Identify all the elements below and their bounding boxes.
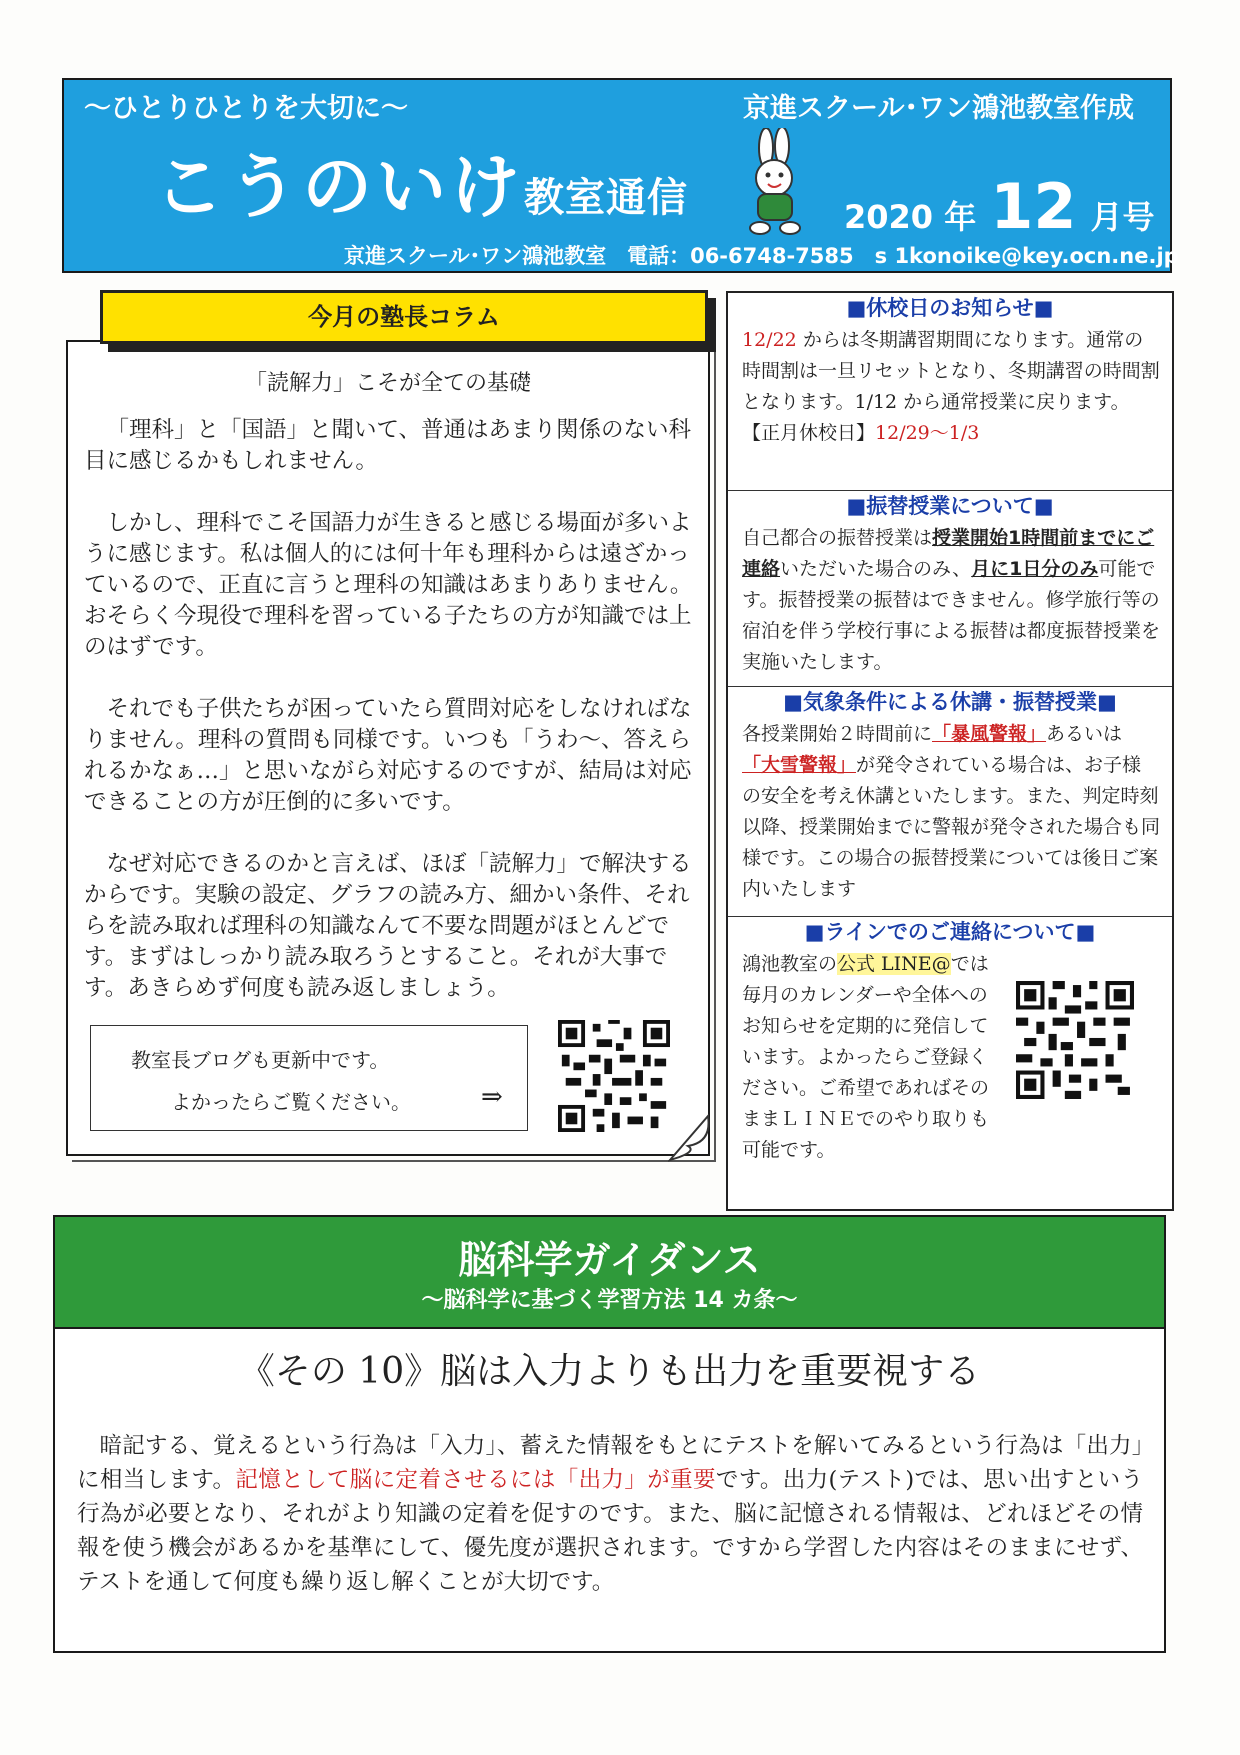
line-notice-body: 鴻池教室の公式 LINE@では毎月のカレンダーや全体へのお知らせを定期的に発信しています。よかったらご登録ください。ご希望であればそのままＬＩＮＥでのやり取りも可能です。 [742,953,990,1161]
weather-notice-title: ■気象条件による休講・振替授業■ [783,690,1117,714]
author-label: 京進スクール･ワン鴻池教室作成 [743,93,1134,124]
column-paragraph: しかし、理科でこそ国語力が生きると感じる場面が多いように感じます。私は個人的には何十年も理科からは遠ざかっているので、正直に言うと理科の知識はあまりありません。おそらく今現役で理科を習っている子たちの方が知識では上のはずです。 [84,510,693,660]
rabbit-mascot-icon [736,128,812,238]
holiday-date: 12/22 [742,329,797,351]
newsletter-header [62,78,1179,273]
holiday-notice [728,293,1172,491]
lesson-highlight: 記憶として脳に定着させるには「出力」が重要 [235,1467,716,1493]
title-main: こうのいけ [154,146,524,228]
title-sub: 教室通信 [524,175,688,221]
column-title: 今月の塾長コラム [100,290,708,344]
brain-guidance-body [53,1327,1166,1653]
weather-notice-body: 各授業開始２時間前に「暴風警報」あるいは「大雪警報」が発令されている場合は、お子様の安全を考え休講といたします。また、判定時刻以降、授業開始までに警報が発令された場合も同様です。この場合の振替授業については後日ご案内いたします [742,723,1161,900]
tagline: 〜ひとりひとりを大切に〜 [84,93,408,124]
lesson-heading: 《その 10》脳は入力よりも出力を重要視する [238,1351,981,1392]
right-arrow-icon: ⇒ [481,1082,503,1112]
newsletter-title [154,146,688,228]
makeup-notice-title: ■振替授業について■ [846,494,1054,518]
column-subtitle: 「読解力」こそが全ての基礎 [244,371,531,396]
column-paragraph: なぜ対応できるのかと言えば、ほぼ「読解力」で解決するからです。実験の設定、グラフの読み方、細かい条件、それらを読み取れば理科の知識なんて不要な問題がほとんどです。まずはしっかり読み取ろうとすること。それが大事です。あきらめず何度も読み返しましょう。 [84,851,692,1001]
issue-date [844,170,1155,243]
holiday-notice-body: 12/22 からは冬期講習期間になります。通常の時間割は一旦リセットとなり、冬期講習の時間割となります。1/12 から通常授業に戻ります。 【正月休校日】12/29〜1/3 [742,329,1160,444]
blog-qr-code-icon[interactable] [558,1020,670,1132]
line-qr-code-icon[interactable] [1016,981,1134,1099]
column-paragraph: それでも子供たちが困っていたら質問対応をしなければなりません。理科の質問も同様です。いつも「うわ〜、答えられるかなぁ…」と思いながら対応するのですが、結局は対応できることの方が圧倒的に多いです。 [84,696,692,815]
column-body [84,415,694,1035]
line-notice-title: ■ラインでのご連絡について■ [804,920,1096,944]
makeup-notice-body: 自己都合の振替授業は授業開始1時間前までにご連絡いただいた場合のみ、月に1日分のみ可能です。振替授業の振替はできません。修学旅行等の宿泊を伴う学校行事による振替は都度振替授業を実施いたします。 [742,527,1161,673]
contact-line: 京進スクール･ワン鴻池教室 電話：06-6748-7585 s 1konoike@key.ocn.ne.jp [344,244,1179,268]
lesson-text: 暗記する、覚えるという行為は「入力」、蓄えた情報をもとにテストを解いてみるという行為は「出力」に相当します。記憶として脳に定着させるには「出力」が重要です。出力(テスト)では、思い出すという行為が必要となり、それがより知識の定着を促すのです。また、脳に記憶される情報は、どれほどその情報を使う機会があるかを基準にして、優先度が選択されます。ですから学習した内容はそのままにせず、テストを通して何度も繰り返し解くことが大切です。 [77,1433,1143,1595]
brain-guidance-subtitle: 〜脳科学に基づく学習方法 14 カ条〜 [421,1288,798,1313]
holiday-notice-title: ■休校日のお知らせ■ [846,296,1054,320]
line-official-account: 公式 LINE@ [837,953,951,975]
new-year-label: 【正月休校日】 [742,422,876,444]
column-paragraph: 「理科」と「国語」と聞いて、普通はあまり関係のない科目に感じるかもしれません。 [84,417,692,474]
brain-guidance-title: 脳科学ガイダンス [458,1238,761,1282]
blog-line-1: 教室長ブログも更新中です。 [131,1048,390,1072]
issue-month: 12 [990,170,1077,243]
issue-year: 2020 年 [844,198,977,236]
blog-line-2: よかったらご覧ください。 [171,1090,411,1114]
page-curl-icon [668,1112,712,1162]
blog-notice[interactable] [90,1025,528,1131]
new-year-dates: 12/29〜1/3 [875,422,980,444]
brain-guidance-header [53,1215,1166,1329]
issue-month-suffix: 月号 [1090,198,1155,236]
makeup-notice [728,491,1172,687]
weather-notice [728,687,1172,917]
